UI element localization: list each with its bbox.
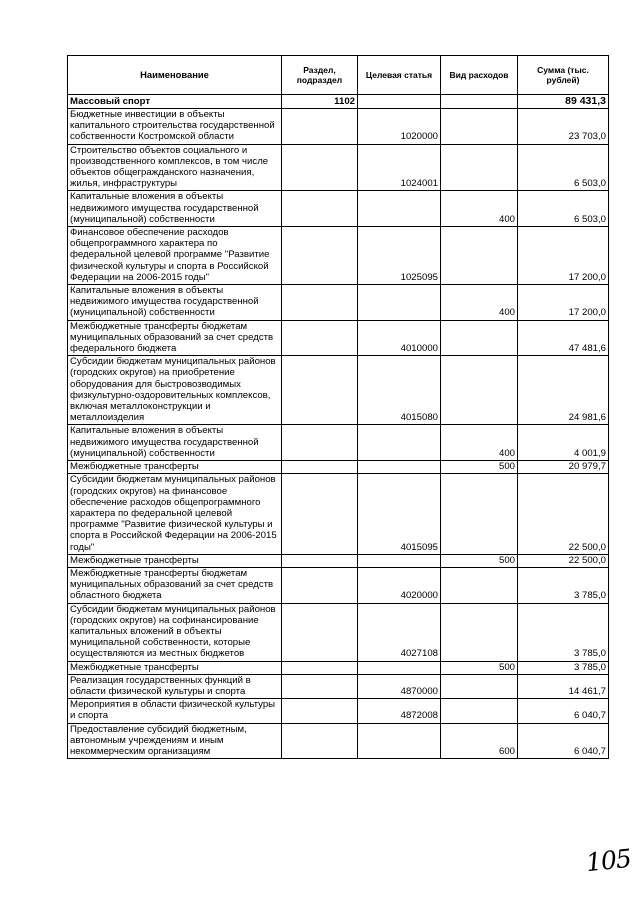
header-name: Наименование (68, 56, 282, 95)
section-code: 1102 (282, 95, 358, 109)
row-expense-type (441, 320, 518, 356)
table-row (68, 461, 609, 474)
header-sum: Сумма (тыс. рублей) (518, 56, 609, 95)
row-name: Капитальные вложения в объекты недвижимого имущества государственной (муниципальной) собственности (68, 425, 282, 461)
row-expense-type: 500 (441, 661, 518, 674)
row-target (358, 191, 441, 227)
row-section (282, 191, 358, 227)
table-row (68, 699, 609, 723)
table-row (68, 661, 609, 674)
table-row (68, 109, 609, 145)
row-expense-type (441, 144, 518, 191)
header-target: Целевая статья (358, 56, 441, 95)
row-section (282, 356, 358, 425)
row-expense-type (441, 474, 518, 554)
table-row (68, 356, 609, 425)
table-row (68, 723, 609, 759)
table-row (68, 191, 609, 227)
row-name: Бюджетные инвестиции в объекты капитального строительства государственной собственности Костромской области (68, 109, 282, 145)
row-target (358, 723, 441, 759)
row-expense-type: 400 (441, 191, 518, 227)
row-section (282, 474, 358, 554)
section-target (358, 95, 441, 109)
section-name: Массовый спорт (68, 95, 282, 109)
row-section (282, 603, 358, 661)
row-name: Межбюджетные трансферты (68, 554, 282, 567)
row-expense-type (441, 109, 518, 145)
row-section (282, 425, 358, 461)
table-row (68, 285, 609, 321)
row-expense-type (441, 567, 518, 603)
row-name: Межбюджетные трансферты (68, 461, 282, 474)
row-name: Мероприятия в области физической культуры и спорта (68, 699, 282, 723)
row-sum: 6 040,7 (518, 699, 609, 723)
table-row (68, 227, 609, 285)
row-name: Капитальные вложения в объекты недвижимого имущества государственной (муниципальной) собственности (68, 191, 282, 227)
row-section (282, 109, 358, 145)
row-target (358, 425, 441, 461)
row-target: 4010000 (358, 320, 441, 356)
row-expense-type: 500 (441, 461, 518, 474)
section-row (68, 95, 609, 109)
row-name: Субсидии бюджетам муниципальных районов (городских округов) на финансовое обеспечение расходов общепрограммного характера по федеральной целевой программе "Развитие физической культуры и спорта в Российской Федерации на 2006-2015 годы" (68, 474, 282, 554)
row-name: Реализация государственных функций в области физической культуры и спорта (68, 674, 282, 698)
row-target: 1025095 (358, 227, 441, 285)
row-sum: 20 979,7 (518, 461, 609, 474)
row-name: Предоставление субсидий бюджетным, автономным учреждениям и иным некоммерческим организациям (68, 723, 282, 759)
row-name: Строительство объектов социального и производственного комплексов, в том числе объектов общегражданского назначения, жилья, инфраструктуры (68, 144, 282, 191)
handwritten-page-number: 105 (584, 843, 633, 878)
row-name: Межбюджетные трансферты (68, 661, 282, 674)
row-name: Межбюджетные трансферты бюджетам муниципальных образований за счет средств федерального бюджета (68, 320, 282, 356)
row-expense-type (441, 699, 518, 723)
section-sum: 89 431,3 (518, 95, 609, 109)
row-section (282, 554, 358, 567)
row-expense-type (441, 356, 518, 425)
section-expense-type (441, 95, 518, 109)
row-expense-type: 600 (441, 723, 518, 759)
row-expense-type (441, 227, 518, 285)
table-row (68, 674, 609, 698)
row-target: 4015095 (358, 474, 441, 554)
table-row (68, 320, 609, 356)
row-sum: 6 503,0 (518, 191, 609, 227)
row-target: 4872008 (358, 699, 441, 723)
row-target: 1024001 (358, 144, 441, 191)
row-section (282, 661, 358, 674)
row-section (282, 320, 358, 356)
row-sum: 47 481,6 (518, 320, 609, 356)
row-sum: 4 001,9 (518, 425, 609, 461)
row-sum: 17 200,0 (518, 285, 609, 321)
row-name: Субсидии бюджетам муниципальных районов (городских округов) на софинансирование капитальных вложений в объекты муниципальной собственности, которые осуществляются из местных бюджетов (68, 603, 282, 661)
row-section (282, 723, 358, 759)
row-section (282, 144, 358, 191)
table-row (68, 474, 609, 554)
row-section (282, 227, 358, 285)
row-name: Субсидии бюджетам муниципальных районов (городских округов) на приобретение оборудования для быстровозводимых физкультурно-оздоровительных комплексов, включая металлоконструкции и металлоизделия (68, 356, 282, 425)
row-sum: 22 500,0 (518, 474, 609, 554)
header-section: Раздел, подраздел (282, 56, 358, 95)
table-row (68, 567, 609, 603)
row-section (282, 285, 358, 321)
row-section (282, 674, 358, 698)
row-target (358, 554, 441, 567)
row-name: Финансовое обеспечение расходов общепрограммного характера по федеральной целевой программе "Развитие физической культуры и спорта в Российской Федерации на 2006-2015 годы" (68, 227, 282, 285)
row-sum: 24 981,6 (518, 356, 609, 425)
row-target: 1020000 (358, 109, 441, 145)
row-sum: 3 785,0 (518, 661, 609, 674)
row-expense-type (441, 603, 518, 661)
row-expense-type: 500 (441, 554, 518, 567)
row-expense-type: 400 (441, 285, 518, 321)
row-sum: 3 785,0 (518, 603, 609, 661)
row-sum: 6 503,0 (518, 144, 609, 191)
row-target (358, 461, 441, 474)
row-name: Межбюджетные трансферты бюджетам муниципальных образований за счет средств областного бюджета (68, 567, 282, 603)
header-row (68, 56, 609, 95)
row-target: 4027108 (358, 603, 441, 661)
table-row (68, 144, 609, 191)
row-section (282, 699, 358, 723)
row-name: Капитальные вложения в объекты недвижимого имущества государственной (муниципальной) собственности (68, 285, 282, 321)
row-target: 4020000 (358, 567, 441, 603)
row-sum: 23 703,0 (518, 109, 609, 145)
table-row (68, 603, 609, 661)
row-sum: 17 200,0 (518, 227, 609, 285)
table-row (68, 425, 609, 461)
table-row (68, 554, 609, 567)
row-section (282, 567, 358, 603)
row-expense-type (441, 674, 518, 698)
row-sum: 22 500,0 (518, 554, 609, 567)
row-expense-type: 400 (441, 425, 518, 461)
row-sum: 14 461,7 (518, 674, 609, 698)
row-target (358, 661, 441, 674)
row-target (358, 285, 441, 321)
row-target: 4870000 (358, 674, 441, 698)
header-expense-type: Вид расходов (441, 56, 518, 95)
row-sum: 6 040,7 (518, 723, 609, 759)
budget-table (67, 55, 609, 759)
row-sum: 3 785,0 (518, 567, 609, 603)
row-section (282, 461, 358, 474)
row-target: 4015080 (358, 356, 441, 425)
